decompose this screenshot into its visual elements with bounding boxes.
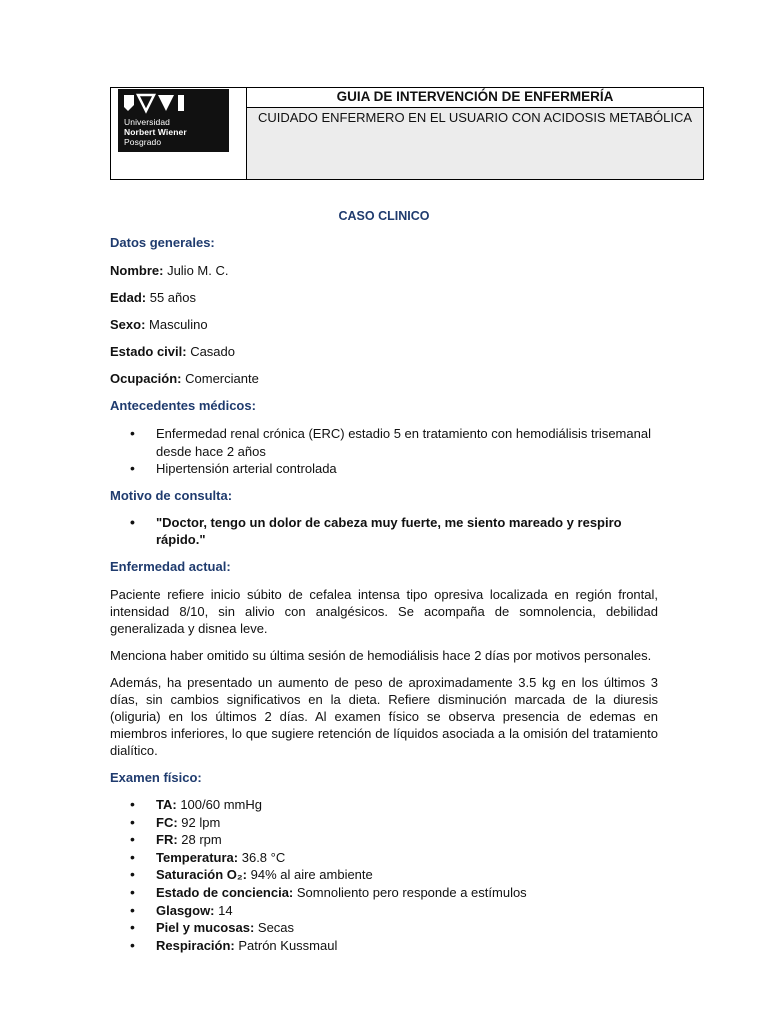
logo-mark-icon — [124, 93, 224, 115]
guide-subtitle: CUIDADO ENFERMERO EN EL USUARIO CON ACIDOSIS METABÓLICA — [247, 108, 703, 179]
occupation-label: Ocupación: — [110, 371, 182, 386]
case-content — [110, 208, 658, 954]
exam-item-consciousness — [110, 884, 658, 902]
name-value: Julio M. C. — [163, 263, 229, 278]
exam-value: Secas — [254, 920, 295, 936]
exam-value: 14 — [214, 902, 233, 918]
exam-item-ta — [110, 796, 658, 814]
exam-label: FR: — [156, 832, 178, 848]
exam-label: Temperatura: — [156, 849, 239, 865]
civil-status-value: Casado — [186, 344, 235, 359]
list-item: • Enfermedad renal crónica (ERC) estadio 5 en tratamiento con hemodiálisis trisemanal desde hace 2 años — [110, 425, 658, 460]
logo-text — [124, 117, 187, 147]
reason-list — [110, 514, 658, 549]
age-value: 55 años — [146, 290, 196, 305]
exam-value: 94% al aire ambiente — [247, 867, 373, 883]
age-label: Edad: — [110, 290, 147, 305]
physical-exam-heading: Examen físico: — [110, 769, 202, 785]
university-logo — [118, 89, 229, 152]
general-data-heading: Datos generales: — [110, 235, 215, 250]
exam-value: 100/60 mmHg — [176, 796, 262, 812]
medical-history-list — [110, 425, 658, 478]
occupation-value: Comerciante — [181, 371, 259, 386]
exam-value: 92 lpm — [177, 814, 221, 830]
sex-value: Masculino — [145, 317, 208, 332]
name-label: Nombre: — [110, 263, 164, 278]
sex-label: Sexo: — [110, 317, 146, 332]
exam-item-respiration — [110, 937, 658, 955]
medical-history-heading: Antecedentes médicos: — [110, 398, 256, 413]
exam-label: FC: — [156, 814, 178, 830]
exam-label: Piel y mucosas: — [156, 920, 255, 936]
illness-paragraph-3: Además, ha presentado un aumento de peso de aproximadamente 3.5 kg en los últimos 3 días, sin cambios significativos en la dieta. Refiere disminución marcada de la diuresis (oliguria) en los últimos 2 días. Al examen físico se observa presencia de edemas en miembros inferiores, lo que sugiere retención de líquidos asociada a la omisión del tratamiento dialítico. — [110, 674, 658, 758]
list-item: • Hipertensión arterial controlada — [110, 460, 658, 478]
exam-value: Patrón Kussmaul — [234, 937, 338, 953]
exam-label: Glasgow: — [156, 902, 215, 918]
exam-label: Saturación O₂: — [156, 867, 248, 883]
case-title: CASO CLINICO — [338, 209, 430, 223]
current-illness-heading: Enfermedad actual: — [110, 558, 231, 574]
reason-heading: Motivo de consulta: — [110, 487, 233, 503]
exam-label: Respiración: — [156, 937, 235, 953]
illness-paragraph-2: Menciona haber omitido su última sesión de hemodiálisis hace 2 días por motivos personales. — [110, 647, 652, 663]
logo-line-1: Universidad — [124, 117, 170, 127]
illness-paragraph-1: Paciente refiere inicio súbito de cefalea intensa tipo opresiva localizada en región frontal, intensidad 8/10, sin alivio con analgésicos. Se acompaña de somnolencia, debilidad generalizada y disnea leve. — [110, 586, 658, 636]
exam-label: TA: — [156, 796, 177, 812]
logo-line-3: Posgrado — [124, 137, 162, 147]
exam-value: Somnoliento pero responde a estímulos — [293, 884, 527, 900]
civil-status-line — [110, 343, 658, 360]
exam-value: 36.8 °C — [238, 849, 286, 865]
reason-quote: • "Doctor, tengo un dolor de cabeza muy fuerte, me siento mareado y respiro rápido." — [110, 514, 658, 549]
exam-item-saturation — [110, 866, 658, 884]
logo-line-2: Norbert Wiener — [124, 127, 187, 137]
exam-label: Estado de conciencia: — [156, 884, 294, 900]
title-cell — [247, 88, 703, 179]
guide-title: GUIA DE INTERVENCIÓN DE ENFERMERÍA — [247, 88, 703, 108]
logo-cell — [111, 88, 247, 179]
sex-line — [110, 316, 658, 333]
exam-value: 28 rpm — [177, 832, 222, 848]
name-line — [110, 262, 658, 279]
age-line — [110, 289, 658, 306]
physical-exam-list — [110, 796, 658, 954]
exam-item-glasgow — [110, 902, 658, 920]
exam-item-temperature — [110, 849, 658, 867]
civil-status-label: Estado civil: — [110, 344, 187, 359]
exam-item-fc — [110, 814, 658, 832]
occupation-line — [110, 370, 658, 387]
exam-item-fr — [110, 831, 658, 849]
header-table — [110, 87, 704, 180]
exam-item-skin — [110, 919, 658, 937]
